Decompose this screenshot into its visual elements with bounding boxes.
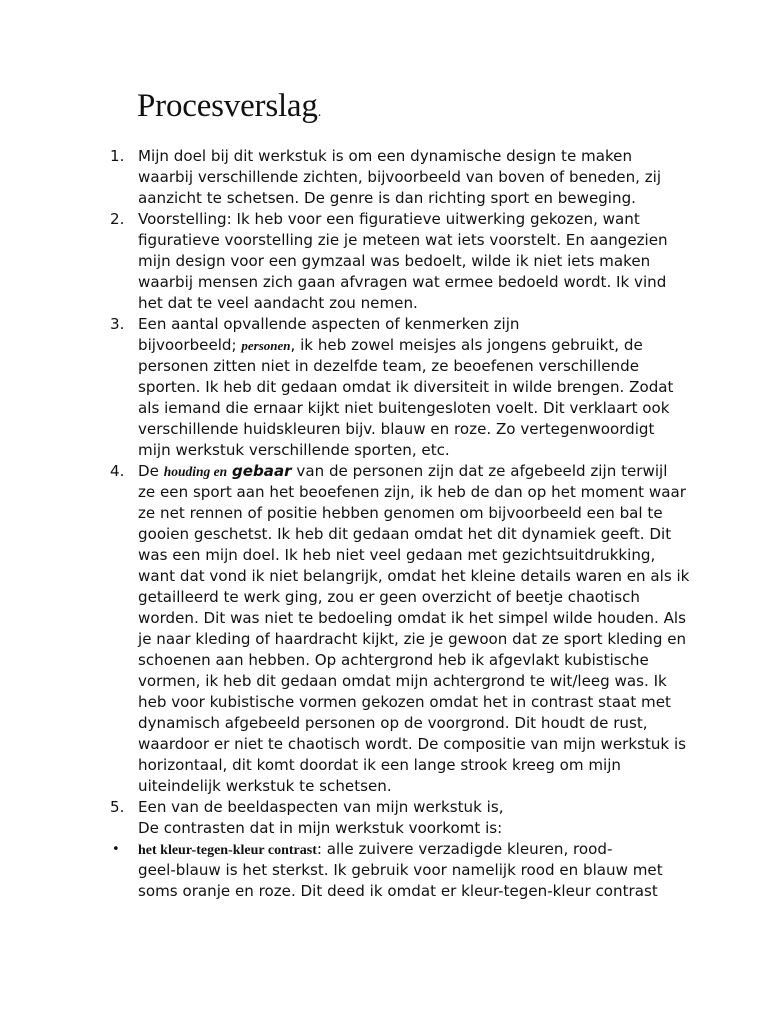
paragraph-line: Mijn doel bij dit werkstuk is om een dynamische design te maken [138,147,633,165]
paragraph-line: ze net rennen of positie hebben genomen om bijvoorbeeld een bal te [138,504,663,522]
bullet-icon: • [112,842,120,857]
numbered-list [0,146,768,902]
paragraph-line: verschillende huidskleuren bijv. blauw en roze. Zo vertegenwoordigt [138,420,655,438]
paragraph-line: Een aantal opvallende aspecten of kenmerken zijn [138,315,520,333]
paragraph-line: schoenen aan hebben. Op achtergrond heb ik afgevlakt kubistische [138,651,649,669]
paragraph-line: gooien geschetst. Ik heb dit gedaan omdat het dit dynamiek geeft. Dit [138,525,672,543]
list-item-3 [0,314,674,461]
paragraph-line: want dat vond ik niet belangrijk, omdat het kleine details waren en als ik [138,567,690,585]
list-marker: 2. [110,210,125,228]
paragraph-line: ze een sport aan het beoefenen zijn, ik heb de dan op het moment waar [138,483,686,501]
paragraph-line: het dat te veel aandacht zou nemen. [138,294,418,312]
list-item-1 [0,146,662,209]
paragraph-line: als iemand die ernaar kijkt niet buitengesloten voelt. Dit verklaart ook [138,399,670,417]
list-item-4 [0,461,690,797]
paragraph-line: waarbij verschillende zichten, bijvoorbeeld van boven of beneden, zij [138,168,662,186]
list-item-2 [0,209,668,314]
page-title [137,86,321,133]
paragraph-line: personen zitten niet in dezelfde team, ze beoefenen verschillende [138,357,639,375]
paragraph-line: figuratieve voorstelling zie je meteen wat iets voorstelt. En aangezien [138,231,668,249]
paragraph-line: dynamisch afgebeeld personen op de voorgrond. Dit houdt de rust, [138,714,648,732]
paragraph-line: was een mijn doel. Ik heb niet veel gedaan met gezichtsuitdrukking, [138,546,656,564]
emphasis-text: houding en [163,464,228,479]
paragraph-line: sporten. Ik heb dit gedaan omdat ik diversiteit in wilde brengen. Zodat [138,378,674,396]
emphasis-text: personen [241,338,291,353]
text-segment: , ik heb zowel meisjes als jongens gebruikt, de [290,336,643,354]
paragraph-line: mijn design voor een gymzaal was bedoelt, wilde ik niet iets maken [138,252,651,270]
paragraph-line: je naar kleding of haardracht kijkt, zie je gewoon dat ze sport kleding en [138,630,687,648]
text-segment: : alle zuivere verzadigde kleuren, rood- [316,840,613,858]
paragraph-line: heb voor kubistische vormen gekozen omdat het in contrast staat met [138,693,671,711]
list-marker: 3. [110,315,125,333]
paragraph-line [138,335,655,356]
paragraph-line: horizontaal, dit komt doordat ik een lange strook kreeg om mijn [138,756,621,774]
text-segment: De [138,462,164,480]
text-segment: van de personen zijn dat ze afgebeeld zijn terwijl [291,462,668,480]
title-period: . [317,105,321,120]
paragraph-line: mijn werkstuk verschillende sporten, etc. [138,441,450,459]
paragraph-line: De contrasten dat in mijn werkstuk voorkomt is: [138,819,503,837]
paragraph-line: getailleerd te werk ging, zou er geen overzicht of beetje chaotisch [138,588,640,606]
list-marker: 5. [110,798,125,816]
text-segment: bijvoorbeeld; [138,336,242,354]
list-marker: 1. [110,147,125,165]
emphasis-text: het kleur-tegen-kleur contrast [138,843,317,858]
paragraph-line: Voorstelling: Ik heb voor een figuratieve uitwerking gekozen, want [138,210,640,228]
paragraph-line: geel-blauw is het sterkst. Ik gebruik voor namelijk rood en blauw met [138,861,663,879]
list-marker: 4. [110,462,125,480]
paragraph-line: waarbij mensen zich gaan afvragen wat ermee bedoeld wordt. Ik vind [138,273,667,291]
paragraph-line: Een van de beeldaspecten van mijn werkstuk is, [138,798,504,816]
paragraph-line: uiteindelijk werkstuk te schetsen. [138,777,392,795]
paragraph-line: waardoor er niet te chaotisch wordt. De compositie van mijn werkstuk is [138,735,687,753]
emphasis-text: gebaar [231,462,292,480]
paragraph-line: aanzicht te schetsen. De genre is dan richting sport en beweging. [138,189,636,207]
paragraph-line: vormen, ik heb dit gedaan omdat mijn achtergrond te wit/leeg was. Ik [138,672,667,690]
paragraph-line: soms oranje en roze. Dit deed ik omdat er kleur-tegen-kleur contrast [138,882,658,900]
bullet-item [0,839,663,902]
list-item-5 [0,797,655,839]
paragraph-line: worden. Dit was niet te bedoeling omdat ik het simpel wilde houden. Als [138,609,686,627]
paragraph-line [138,461,668,482]
title-text: Procesverslag [137,88,318,124]
paragraph-line [138,839,655,860]
